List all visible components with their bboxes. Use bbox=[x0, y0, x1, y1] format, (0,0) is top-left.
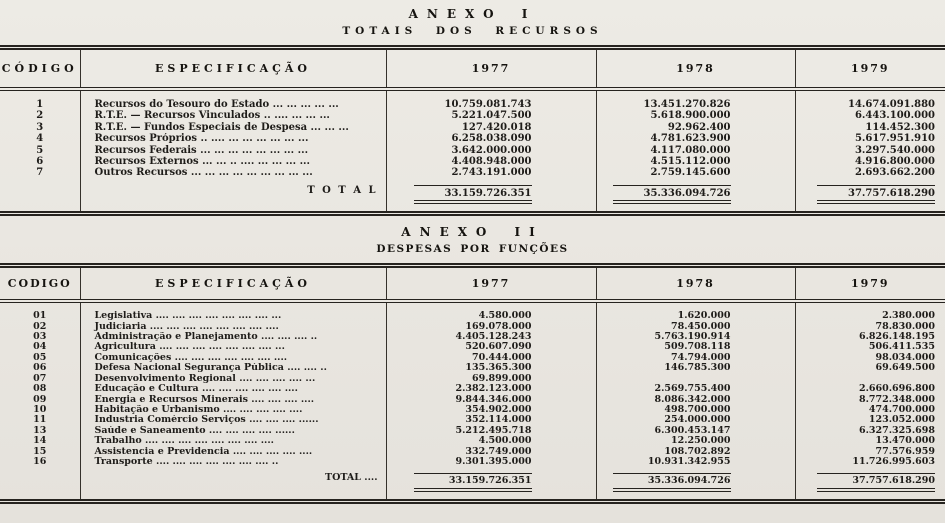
value-cell-1979: 506.411.535 bbox=[868, 341, 935, 353]
code-cell: 10 bbox=[0, 405, 80, 415]
value-cell-1978: 13.451.270.826 bbox=[596, 89, 795, 110]
spec-cell: Recursos Federais ... ... ... ... ... ... ... ... bbox=[80, 145, 386, 156]
table-row bbox=[0, 122, 945, 133]
spec-cell: Desenvolvimento Regional .... .... .... .... ... bbox=[80, 374, 386, 384]
table-row bbox=[0, 145, 945, 156]
table-row bbox=[0, 457, 945, 467]
table-row bbox=[0, 156, 945, 167]
anexo-i-subtitle: TOTAIS DOS RECURSOS bbox=[342, 25, 603, 37]
value-cell-1979: 8.772.348.000 bbox=[858, 393, 935, 405]
spec-cell: Recursos do Tesouro do Estado ... ... ... ... ... bbox=[80, 89, 386, 110]
spec-cell: Assistencia e Previdencia .... .... .... .... .... bbox=[80, 447, 386, 457]
value-cell-1979: 3.297.540.000 bbox=[854, 144, 935, 156]
value-cell-1977: 4.405.128.243 bbox=[386, 332, 596, 342]
value-cell-1977: 70.444.000 bbox=[386, 353, 596, 363]
total-value-cell-1979 bbox=[795, 179, 945, 214]
code-cell: 11 bbox=[0, 415, 80, 425]
code-cell: 4 bbox=[0, 133, 80, 144]
total-row bbox=[0, 179, 945, 214]
value-cell-1979: 123.052.000 bbox=[868, 414, 935, 426]
anexo-ii-table bbox=[0, 263, 945, 504]
code-cell: 2 bbox=[0, 110, 80, 121]
value-cell-1978: 4.117.080.000 bbox=[596, 145, 795, 156]
code-cell bbox=[0, 179, 80, 214]
value-cell-1978: 254.000.000 bbox=[596, 415, 795, 425]
value-cell-1979: 6.443.100.000 bbox=[854, 110, 935, 122]
value-cell-1977: 135.365.300 bbox=[386, 363, 596, 373]
spec-cell: R.T.E. — Fundos Especiais de Despesa ... ... ... bbox=[80, 122, 386, 133]
value-cell-1978: 146.785.300 bbox=[596, 363, 795, 373]
value-cell-1977: 4.408.948.000 bbox=[386, 156, 596, 167]
value-cell-1978: 2.569.755.400 bbox=[596, 384, 795, 394]
value-cell-1977: 352.114.000 bbox=[386, 415, 596, 425]
value-cell-1977: 5.212.495.718 bbox=[386, 426, 596, 436]
column-header-1: ESPECIFICAÇÃO bbox=[80, 266, 386, 302]
column-header-0: CÓDIGO bbox=[0, 48, 80, 90]
code-cell: 07 bbox=[0, 374, 80, 384]
total-row bbox=[0, 467, 945, 501]
value-cell-1978: 2.759.145.600 bbox=[596, 167, 795, 178]
total-value-cell-1977 bbox=[386, 467, 596, 501]
value-cell-1979: 6.826.148.195 bbox=[858, 331, 935, 343]
spec-cell: Judiciaria .... .... .... .... .... .... .... .... bbox=[80, 322, 386, 332]
value-cell-1977: 3.642.000.000 bbox=[386, 145, 596, 156]
code-cell: 05 bbox=[0, 353, 80, 363]
total-value-cell-1977 bbox=[386, 179, 596, 214]
value-cell-1979: 4.916.800.000 bbox=[854, 156, 935, 168]
value-cell-1979: 2.693.662.200 bbox=[854, 167, 935, 179]
total-amount: 35.336.094.726 bbox=[613, 185, 731, 204]
spec-cell: Habitação e Urbanismo .... .... .... .... .... bbox=[80, 405, 386, 415]
value-cell-1979: 2.660.696.800 bbox=[858, 383, 935, 395]
total-value-cell-1978 bbox=[596, 179, 795, 214]
code-cell: 02 bbox=[0, 322, 80, 332]
spec-cell: Defesa Nacional Segurança Pública .... .... .. bbox=[80, 363, 386, 373]
value-cell-1978: 92.962.400 bbox=[596, 122, 795, 133]
value-cell-1978: 4.781.623.900 bbox=[596, 133, 795, 144]
code-cell: 08 bbox=[0, 384, 80, 394]
spec-cell: Educação e Cultura .... .... .... .... .... .... bbox=[80, 384, 386, 394]
value-cell-1978: 12.250.000 bbox=[596, 436, 795, 446]
column-header-4: 1979 bbox=[795, 266, 945, 302]
spec-cell: R.T.E. — Recursos Vinculados .. .... ... ... ... bbox=[80, 110, 386, 121]
code-cell: 03 bbox=[0, 332, 80, 342]
table-row bbox=[0, 110, 945, 121]
code-cell: 14 bbox=[0, 436, 80, 446]
value-cell-1979: 77.576.959 bbox=[875, 445, 935, 457]
total-amount: 37.757.618.290 bbox=[817, 473, 935, 491]
column-header-3: 1978 bbox=[596, 266, 795, 302]
code-cell: 15 bbox=[0, 447, 80, 457]
table-row bbox=[0, 133, 945, 144]
value-cell-1978: 5.618.900.000 bbox=[596, 110, 795, 121]
spec-cell: Recursos Próprios .. .... ... ... ... ... ... ... bbox=[80, 133, 386, 144]
value-cell-1978: 8.086.342.000 bbox=[596, 395, 795, 405]
spec-cell: Outros Recursos ... ... ... ... ... ... ... ... ... bbox=[80, 167, 386, 178]
spec-cell: Administração e Planejamento .... .... .... .. bbox=[80, 332, 386, 342]
value-cell-1977: 332.749.000 bbox=[386, 447, 596, 457]
anexo-ii-title: ANEXO II bbox=[401, 225, 544, 240]
spec-cell: Saúde e Saneamento .... .... .... .... ...... bbox=[80, 426, 386, 436]
total-label: TOTAL .... bbox=[80, 467, 386, 501]
value-cell-1977: 9.844.346.000 bbox=[386, 395, 596, 405]
value-cell-1977: 10.759.081.743 bbox=[386, 89, 596, 110]
anexo-i-title: ANEXO I bbox=[408, 7, 537, 21]
column-header-2: 1977 bbox=[386, 266, 596, 302]
total-value-cell-1979 bbox=[795, 467, 945, 501]
spec-cell: Transporte .... .... .... .... .... .... .... .. bbox=[80, 457, 386, 467]
code-cell: 1 bbox=[0, 89, 80, 110]
value-cell-1978: 509.708.118 bbox=[596, 342, 795, 352]
value-cell-1977: 6.258.038.090 bbox=[386, 133, 596, 144]
total-value-cell-1978 bbox=[596, 467, 795, 501]
code-cell: 09 bbox=[0, 395, 80, 405]
value-cell-1977: 354.902.000 bbox=[386, 405, 596, 415]
anexo-i-section bbox=[0, 7, 945, 216]
column-header-0: CODIGO bbox=[0, 266, 80, 302]
code-cell: 04 bbox=[0, 342, 80, 352]
value-cell-1979: 69.649.500 bbox=[875, 362, 935, 374]
total-amount: 33.159.726.351 bbox=[414, 473, 532, 491]
value-cell-1979: 78.830.000 bbox=[875, 320, 935, 332]
value-cell-1977: 2.382.123.000 bbox=[386, 384, 596, 394]
value-cell-1979: 2.380.000 bbox=[882, 310, 935, 322]
code-cell: 13 bbox=[0, 426, 80, 436]
value-cell-1979: 5.617.951.910 bbox=[854, 133, 935, 145]
spec-cell: Agricultura .... .... .... .... .... .... .... ... bbox=[80, 342, 386, 352]
value-cell-1979: 14.674.091.880 bbox=[848, 99, 935, 110]
value-cell-1977: 9.301.395.000 bbox=[386, 457, 596, 467]
total-amount: 33.159.726.351 bbox=[414, 185, 532, 204]
code-cell: 16 bbox=[0, 457, 80, 467]
table-row bbox=[0, 89, 945, 110]
total-amount: 35.336.094.726 bbox=[613, 473, 731, 491]
column-header-4: 1979 bbox=[795, 48, 945, 90]
value-cell-1978: 10.931.342.955 bbox=[596, 457, 795, 467]
spec-cell: Comunicações .... .... .... .... .... .... .... bbox=[80, 353, 386, 363]
value-cell-1979: 13.470.000 bbox=[875, 435, 935, 447]
spec-cell: Energia e Recursos Minerais .... .... .... .... bbox=[80, 395, 386, 405]
value-cell-1978: 6.300.453.147 bbox=[596, 426, 795, 436]
total-amount: 37.757.618.290 bbox=[817, 185, 935, 204]
value-cell-1979: 6.327.325.698 bbox=[858, 424, 935, 436]
value-cell-1977: 2.743.191.000 bbox=[386, 167, 596, 178]
value-cell-1978: 4.515.112.000 bbox=[596, 156, 795, 167]
code-cell bbox=[0, 467, 80, 501]
value-cell-1979: 98.034.000 bbox=[875, 351, 935, 363]
value-cell-1979: 474.700.000 bbox=[868, 403, 935, 415]
table-row bbox=[0, 436, 945, 446]
spec-cell: Legislativa .... .... .... .... .... .... .... ... bbox=[80, 301, 386, 321]
table-row bbox=[0, 301, 945, 321]
anexo-i-table bbox=[0, 45, 945, 216]
total-label: T O T A L bbox=[80, 179, 386, 214]
value-cell-1977: 520.607.090 bbox=[386, 342, 596, 352]
value-cell-1979: 114.452.300 bbox=[865, 121, 935, 133]
value-cell-1978: 1.620.000 bbox=[596, 301, 795, 321]
column-header-1: ESPECIFICAÇÃO bbox=[80, 48, 386, 90]
table-row bbox=[0, 384, 945, 394]
header-row bbox=[0, 266, 945, 302]
column-header-2: 1977 bbox=[386, 48, 596, 90]
value-cell-1977: 5.221.047.500 bbox=[386, 110, 596, 121]
code-cell: 01 bbox=[0, 301, 80, 321]
value-cell-1978: 78.450.000 bbox=[596, 322, 795, 332]
value-cell-1977: 4.500.000 bbox=[386, 436, 596, 446]
code-cell: 06 bbox=[0, 363, 80, 373]
code-cell: 6 bbox=[0, 156, 80, 167]
code-cell: 7 bbox=[0, 167, 80, 178]
table-row bbox=[0, 167, 945, 178]
table-row bbox=[0, 426, 945, 436]
value-cell-1977: 127.420.018 bbox=[386, 122, 596, 133]
code-cell: 5 bbox=[0, 145, 80, 156]
anexo-ii-subtitle: DESPESAS POR FUNÇÕES bbox=[376, 243, 569, 256]
value-cell-1977: 169.078.000 bbox=[386, 322, 596, 332]
value-cell-1979: 11.726.995.603 bbox=[852, 455, 935, 467]
header-row bbox=[0, 48, 945, 90]
anexo-ii-section bbox=[0, 225, 945, 504]
value-cell-1977: 4.580.000 bbox=[386, 301, 596, 321]
spec-cell: Recursos Externos ... ... .. .... ... ... ... ... bbox=[80, 156, 386, 167]
value-cell-1978: 5.763.190.914 bbox=[596, 332, 795, 342]
value-cell-1977: 69.899.000 bbox=[386, 374, 596, 384]
value-cell-1978: 108.702.892 bbox=[596, 447, 795, 457]
value-cell-1978: 74.794.000 bbox=[596, 353, 795, 363]
spec-cell: Industria Comércio Serviços .... .... .... ...... bbox=[80, 415, 386, 425]
value-cell-1978: 498.700.000 bbox=[596, 405, 795, 415]
code-cell: 3 bbox=[0, 122, 80, 133]
spec-cell: Trabalho .... .... .... .... .... .... .... .... bbox=[80, 436, 386, 446]
column-header-3: 1978 bbox=[596, 48, 795, 90]
